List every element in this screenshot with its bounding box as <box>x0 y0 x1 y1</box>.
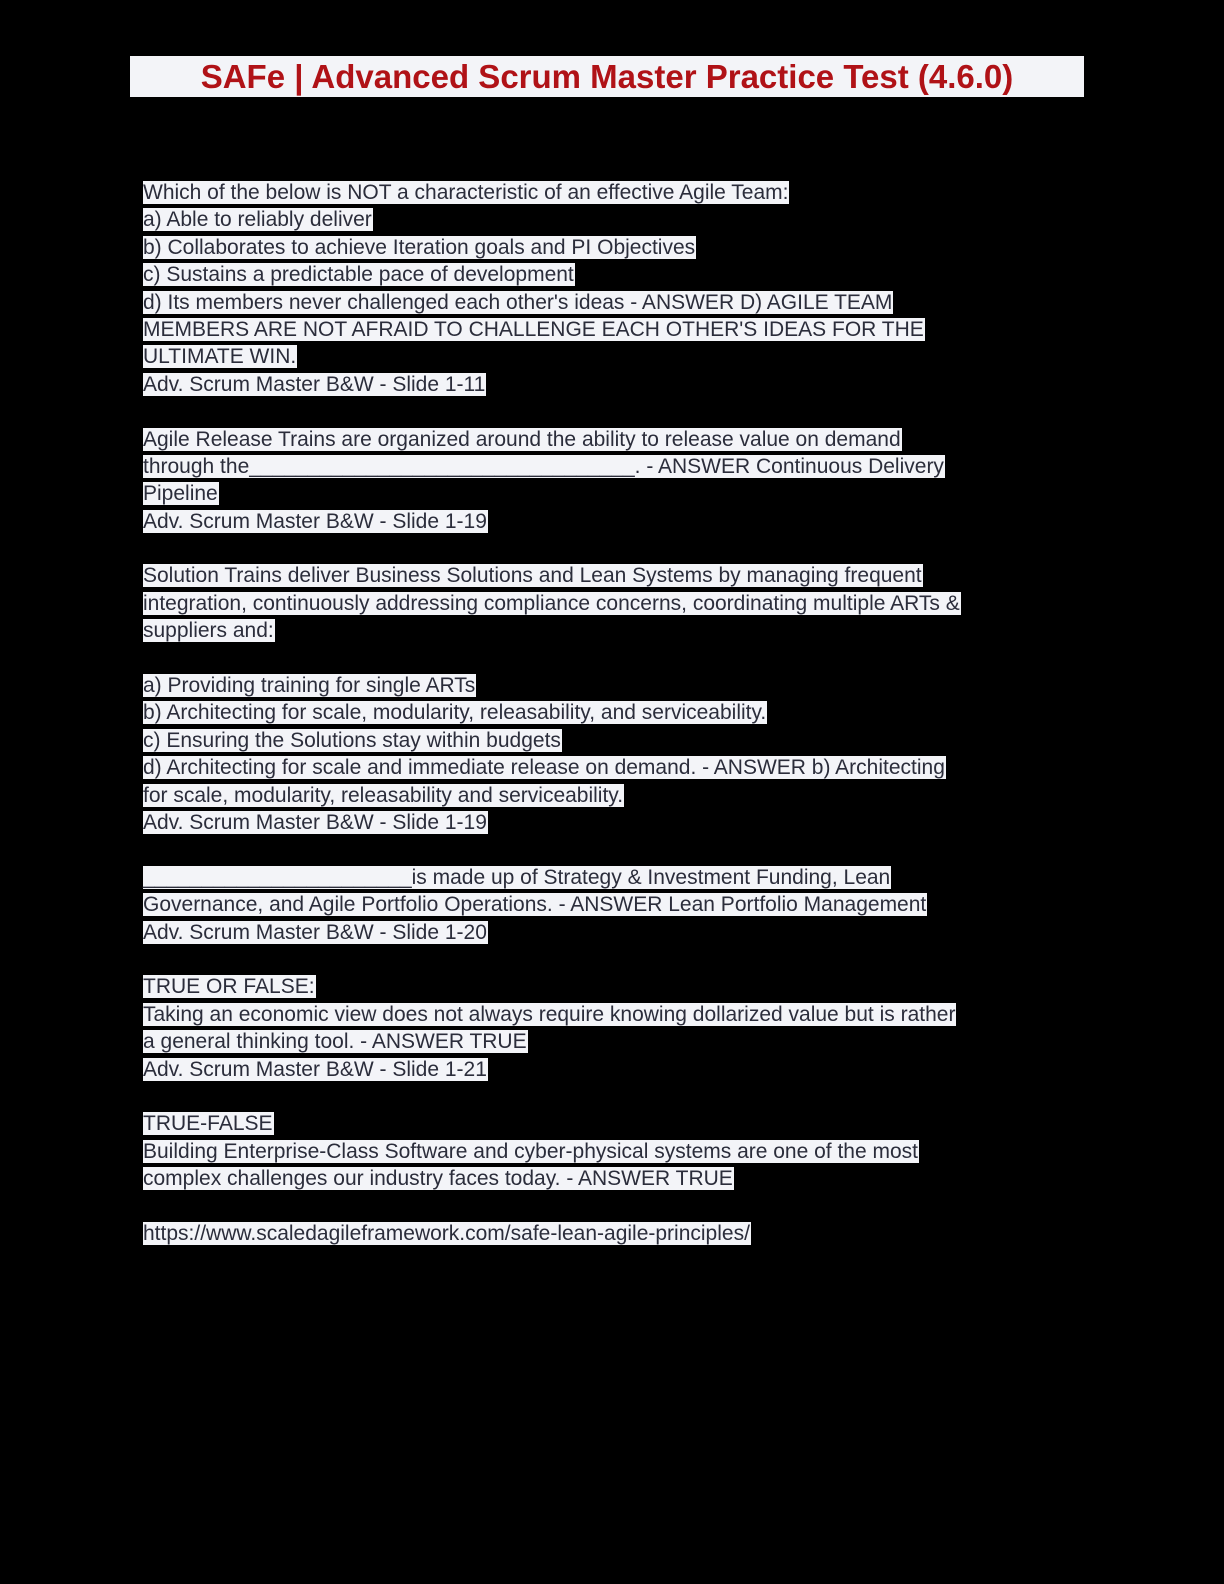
option-c: c) Sustains a predictable pace of development <box>143 263 574 287</box>
question-text: _______________________is made up of Strategy & Investment Funding, Lean <box>143 865 891 889</box>
slide-reference: Adv. Scrum Master B&W - Slide 1-21 <box>143 1057 487 1081</box>
question-text: Solution Trains deliver Business Solutions and Lean Systems by managing frequent <box>143 564 922 588</box>
question-block <box>143 426 1203 536</box>
slide-reference: Adv. Scrum Master B&W - Slide 1-20 <box>143 920 487 944</box>
spacer <box>143 398 1203 425</box>
text-line <box>143 864 1203 891</box>
text-line <box>143 508 1203 535</box>
document-body <box>143 179 1203 1247</box>
text-line <box>143 179 1203 206</box>
question-text: Building Enterprise-Class Software and cyber-physical systems are one of the most <box>143 1139 919 1163</box>
question-text: suppliers and: <box>143 619 274 643</box>
text-line <box>143 426 1203 453</box>
text-line <box>143 617 1203 644</box>
question-type: TRUE-FALSE <box>143 1112 273 1136</box>
text-line <box>143 1056 1203 1083</box>
question-text: through the_________________________________. - ANSWER Continuous Delivery <box>143 454 944 478</box>
text-line <box>143 371 1203 398</box>
question-block <box>143 1110 1203 1192</box>
text-line <box>143 809 1203 836</box>
text-line <box>143 261 1203 288</box>
text-line <box>143 234 1203 261</box>
spacer <box>143 535 1203 562</box>
reference-link[interactable]: https://www.scaledagileframework.com/safe-lean-agile-principles/ <box>143 1221 750 1245</box>
spacer <box>143 836 1203 863</box>
page-title: SAFe | Advanced Scrum Master Practice Test (4.6.0) <box>200 58 1014 95</box>
option-d: d) Architecting for scale and immediate release on demand. - ANSWER b) Architecting <box>143 756 945 780</box>
option-a: a) Able to reliably deliver <box>143 208 372 232</box>
text-line <box>143 453 1203 480</box>
answer-text: ULTIMATE WIN. <box>143 345 297 369</box>
question-block <box>143 179 1203 398</box>
answer-text: for scale, modularity, releasability and serviceability. <box>143 783 624 807</box>
text-line <box>143 1001 1203 1028</box>
title-banner <box>130 56 1084 97</box>
spacer <box>143 645 1203 672</box>
text-line <box>143 316 1203 343</box>
spacer <box>143 1192 1203 1219</box>
slide-reference: Adv. Scrum Master B&W - Slide 1-19 <box>143 810 487 834</box>
slide-reference: Adv. Scrum Master B&W - Slide 1-11 <box>143 372 486 396</box>
answer-text: Pipeline <box>143 482 218 506</box>
text-line <box>143 727 1203 754</box>
text-line <box>143 973 1203 1000</box>
option-b: b) Architecting for scale, modularity, releasability, and serviceability. <box>143 701 767 725</box>
question-text: integration, continuously addressing compliance concerns, coordinating multiple ARTs & <box>143 591 960 615</box>
text-line <box>143 1110 1203 1137</box>
text-line <box>143 590 1203 617</box>
option-c: c) Ensuring the Solutions stay within budgets <box>143 728 561 752</box>
slide-reference: Adv. Scrum Master B&W - Slide 1-19 <box>143 509 487 533</box>
question-block <box>143 973 1203 1083</box>
question-type: TRUE OR FALSE: <box>143 975 315 999</box>
text-line <box>143 562 1203 589</box>
answer-text: MEMBERS ARE NOT AFRAID TO CHALLENGE EACH OTHER'S IDEAS FOR THE <box>143 317 924 341</box>
option-a: a) Providing training for single ARTs <box>143 674 476 698</box>
text-line <box>143 891 1203 918</box>
spacer <box>143 946 1203 973</box>
reference-block <box>143 1220 1203 1247</box>
question-text: Taking an economic view does not always require knowing dollarized value but is rather <box>143 1002 956 1026</box>
answer-text: complex challenges our industry faces today. - ANSWER TRUE <box>143 1167 733 1191</box>
text-line <box>143 1138 1203 1165</box>
question-block <box>143 562 1203 836</box>
text-line <box>143 343 1203 370</box>
text-line <box>143 1028 1203 1055</box>
answer-text: Governance, and Agile Portfolio Operations. - ANSWER Lean Portfolio Management <box>143 893 927 917</box>
text-line <box>143 480 1203 507</box>
text-line <box>143 672 1203 699</box>
option-d: d) Its members never challenged each other's ideas - ANSWER D) AGILE TEAM <box>143 290 893 314</box>
option-b: b) Collaborates to achieve Iteration goals and PI Objectives <box>143 235 696 259</box>
text-line <box>143 206 1203 233</box>
question-text: Agile Release Trains are organized around the ability to release value on demand <box>143 427 901 451</box>
text-line <box>143 1165 1203 1192</box>
spacer <box>143 1083 1203 1110</box>
text-line <box>143 754 1203 781</box>
text-line <box>143 289 1203 316</box>
text-line <box>143 1220 1203 1247</box>
answer-text: a general thinking tool. - ANSWER TRUE <box>143 1030 527 1054</box>
text-line <box>143 699 1203 726</box>
text-line <box>143 919 1203 946</box>
text-line <box>143 782 1203 809</box>
question-block <box>143 864 1203 946</box>
question-text: Which of the below is NOT a characteristic of an effective Agile Team: <box>143 181 789 204</box>
